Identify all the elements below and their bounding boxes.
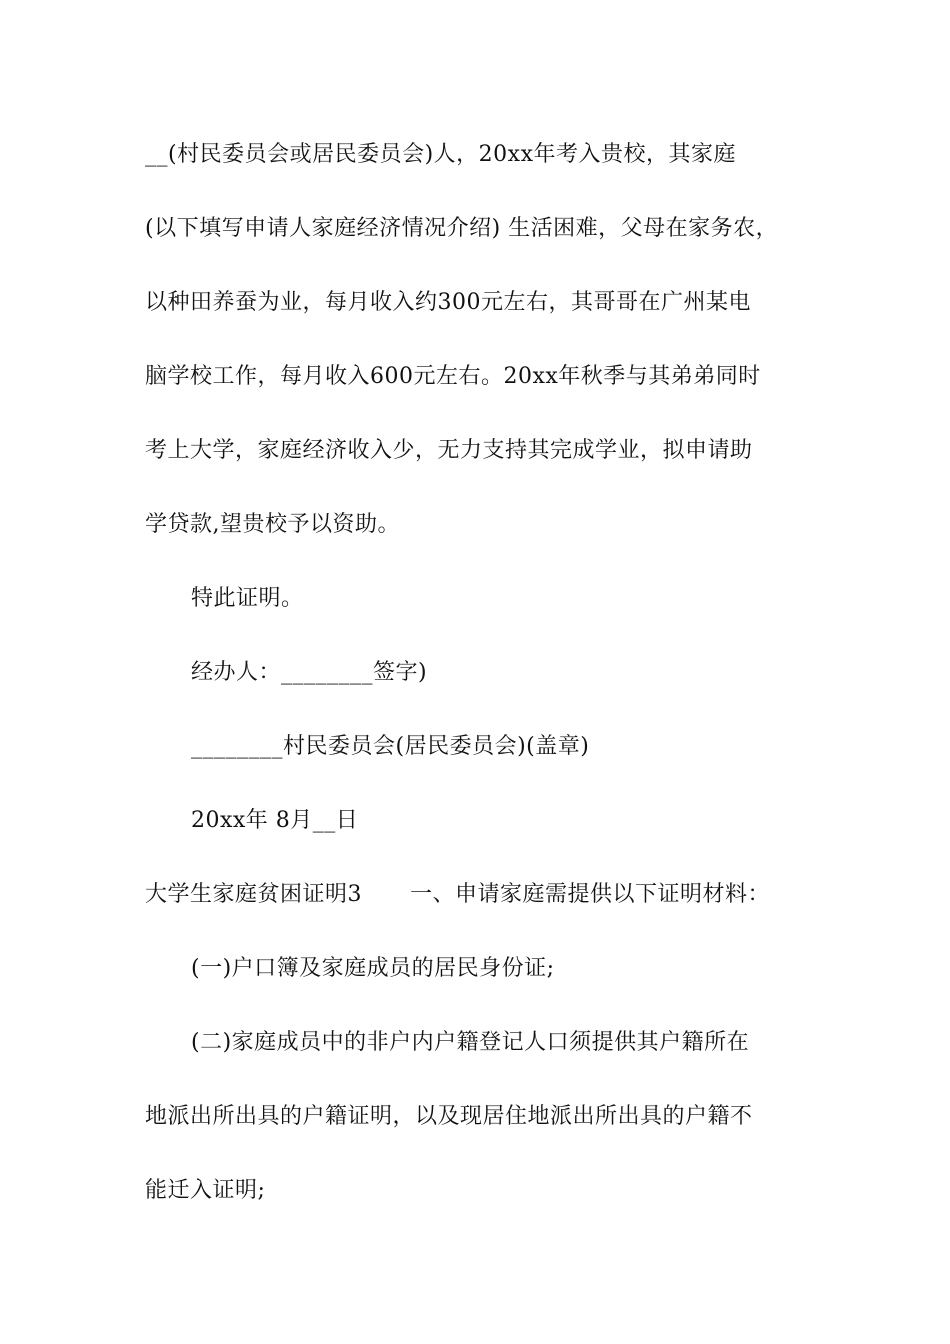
paragraph-line: 脑学校工作，每月收入600元左右。20xx年秋季与其弟弟同时 — [145, 364, 761, 389]
list-item-continuation: 地派出所出具的户籍证明，以及现居住地派出所出具的户籍不 — [145, 1104, 753, 1129]
paragraph-line: (以下填写申请人家庭经济情况介绍) 生活困难，父母在家务农， — [145, 216, 779, 241]
paragraph-line: 学贷款,望贵校予以资助。 — [145, 512, 400, 537]
paragraph-line: __(村民委员会或居民委员会)人，20xx年考入贵校，其家庭 — [145, 142, 736, 167]
section-title: 大学生家庭贫困证明3 — [145, 882, 362, 907]
paragraph-line: 以种田养蚕为业，每月收入约300元左右，其哥哥在广州某电 — [145, 290, 751, 315]
handler-signature-line: 经办人：________签字) — [191, 660, 428, 685]
section-intro: 一、申请家庭需提供以下证明材料： — [410, 882, 771, 907]
list-item: (二)家庭成员中的非户内户籍登记人口须提供其户籍所在 — [191, 1030, 750, 1055]
paragraph-line: 考上大学，家庭经济收入少，无力支持其完成学业，拟申请助 — [145, 438, 753, 463]
section-heading-row — [145, 880, 770, 910]
date-line: 20xx年 8月__日 — [191, 808, 359, 833]
committee-stamp-line: ________村民委员会(居民委员会)(盖章) — [191, 734, 590, 759]
closing-text: 特此证明。 — [191, 586, 304, 611]
list-item-continuation: 能迁入证明; — [145, 1178, 266, 1203]
list-item: (一)户口簿及家庭成员的居民身份证; — [191, 956, 555, 981]
